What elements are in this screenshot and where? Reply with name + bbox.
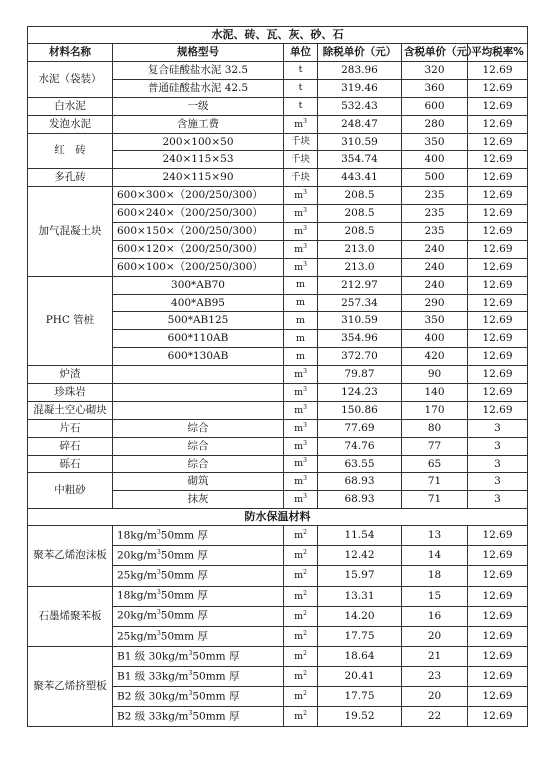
- price-in-tax-cell: 500: [402, 169, 468, 187]
- header-material-name: 材料名称: [28, 44, 113, 62]
- unit-cell: $m^2$: [284, 687, 318, 707]
- price-ex-tax-cell: 77.69: [318, 419, 402, 437]
- table-row: [28, 473, 528, 491]
- price-in-tax-cell: 235: [402, 223, 468, 241]
- unit-cell: $m^3$: [284, 419, 318, 437]
- tax-rate-cell: 12.69: [468, 546, 528, 566]
- section-title: 防水保温材料: [28, 509, 528, 526]
- price-ex-tax-cell: 212.97: [318, 276, 402, 294]
- spec-cell: $18kg/m^350mm$ 厚: [113, 586, 284, 606]
- price-ex-tax-cell: 18.64: [318, 646, 402, 666]
- price-ex-tax-cell: 208.5: [318, 223, 402, 241]
- tax-rate-cell: 12.69: [468, 79, 528, 97]
- spec-cell: B1 级 $30kg/m^350mm$ 厚: [113, 646, 284, 666]
- material-name-cell: 混凝土空心砌块: [28, 401, 113, 419]
- tax-rate-cell: 12.69: [468, 566, 528, 586]
- unit-cell: $m^2$: [284, 606, 318, 626]
- table-row: [28, 419, 528, 437]
- price-ex-tax-cell: 14.20: [318, 606, 402, 626]
- spec-cell: 600×120×（200/250/300）: [113, 240, 284, 258]
- tax-rate-cell: 12.69: [468, 294, 528, 312]
- spec-cell: 400*AB95: [113, 294, 284, 312]
- tax-rate-cell: 12.69: [468, 526, 528, 546]
- tax-rate-cell: 12.69: [468, 133, 528, 151]
- spec-cell: 砌筑: [113, 473, 284, 491]
- tax-rate-cell: 12.69: [468, 646, 528, 666]
- tax-rate-cell: 3: [468, 455, 528, 473]
- price-in-tax-cell: 240: [402, 276, 468, 294]
- unit-cell: $m^2$: [284, 526, 318, 546]
- price-ex-tax-cell: 11.54: [318, 526, 402, 546]
- spec-cell: 抹灰: [113, 491, 284, 509]
- unit-cell: t: [284, 79, 318, 97]
- unit-cell: m: [284, 276, 318, 294]
- spec-cell: 含施工费: [113, 115, 284, 133]
- unit-cell: $m^3$: [284, 473, 318, 491]
- material-name-cell: 炉渣: [28, 366, 113, 384]
- unit-cell: $m^2$: [284, 646, 318, 666]
- price-in-tax-cell: 20: [402, 626, 468, 646]
- section-title-row: [28, 27, 528, 44]
- price-in-tax-cell: 600: [402, 97, 468, 115]
- unit-cell: $m^3$: [284, 240, 318, 258]
- table-row: [28, 276, 528, 294]
- price-in-tax-cell: 360: [402, 79, 468, 97]
- header-unit: 单位: [284, 44, 318, 62]
- price-ex-tax-cell: 68.93: [318, 473, 402, 491]
- price-ex-tax-cell: 12.42: [318, 546, 402, 566]
- price-ex-tax-cell: 20.41: [318, 666, 402, 686]
- price-ex-tax-cell: 150.86: [318, 401, 402, 419]
- material-name-cell: 中粗砂: [28, 473, 113, 509]
- price-table: [27, 26, 528, 727]
- spec-cell: 普通硅酸盐水泥 42.5: [113, 79, 284, 97]
- price-ex-tax-cell: 17.75: [318, 687, 402, 707]
- tax-rate-cell: 12.69: [468, 401, 528, 419]
- spec-cell: 300*AB70: [113, 276, 284, 294]
- material-name-cell: 片石: [28, 419, 113, 437]
- price-in-tax-cell: 65: [402, 455, 468, 473]
- price-in-tax-cell: 280: [402, 115, 468, 133]
- tax-rate-cell: 12.69: [468, 115, 528, 133]
- price-ex-tax-cell: 63.55: [318, 455, 402, 473]
- tax-rate-cell: 12.69: [468, 97, 528, 115]
- price-ex-tax-cell: 17.75: [318, 626, 402, 646]
- spec-cell: 600×240×（200/250/300）: [113, 205, 284, 223]
- spec-cell: $25kg/m^350mm$ 厚: [113, 566, 284, 586]
- header-spec: 规格型号: [113, 44, 284, 62]
- material-name-cell: 砾石: [28, 455, 113, 473]
- price-ex-tax-cell: 310.59: [318, 312, 402, 330]
- spec-cell: B2 级 $33kg/m^350mm$ 厚: [113, 707, 284, 727]
- section-title: 水泥、砖、瓦、灰、砂、石: [28, 27, 528, 44]
- price-ex-tax-cell: 283.96: [318, 62, 402, 80]
- tax-rate-cell: 12.69: [468, 205, 528, 223]
- material-name-cell: 白水泥: [28, 97, 113, 115]
- price-ex-tax-cell: 208.5: [318, 187, 402, 205]
- price-ex-tax-cell: 19.52: [318, 707, 402, 727]
- material-name-cell: 碎石: [28, 437, 113, 455]
- header-price-ex-tax: 除税单价（元）: [318, 44, 402, 62]
- price-in-tax-cell: 80: [402, 419, 468, 437]
- spec-cell: $25kg/m^350mm$ 厚: [113, 626, 284, 646]
- price-in-tax-cell: 77: [402, 437, 468, 455]
- tax-rate-cell: 12.69: [468, 366, 528, 384]
- unit-cell: $m^2$: [284, 666, 318, 686]
- table-row: [28, 586, 528, 606]
- table-row: [28, 526, 528, 546]
- unit-cell: $m^3$: [284, 115, 318, 133]
- tax-rate-cell: 12.69: [468, 187, 528, 205]
- price-in-tax-cell: 13: [402, 526, 468, 546]
- header-row: [28, 44, 528, 62]
- price-ex-tax-cell: 213.0: [318, 240, 402, 258]
- tax-rate-cell: 12.69: [468, 586, 528, 606]
- price-in-tax-cell: 170: [402, 401, 468, 419]
- unit-cell: 千块: [284, 169, 318, 187]
- price-in-tax-cell: 350: [402, 133, 468, 151]
- unit-cell: $m^3$: [284, 437, 318, 455]
- price-ex-tax-cell: 310.59: [318, 133, 402, 151]
- material-name-cell: 水泥（袋装）: [28, 62, 113, 98]
- material-name-cell: 聚苯乙烯挤塑板: [28, 646, 113, 726]
- table-row: [28, 384, 528, 402]
- tax-rate-cell: 12.69: [468, 258, 528, 276]
- spec-cell: [113, 401, 284, 419]
- price-in-tax-cell: 400: [402, 151, 468, 169]
- spec-cell: 200×100×50: [113, 133, 284, 151]
- unit-cell: m: [284, 294, 318, 312]
- unit-cell: $m^2$: [284, 586, 318, 606]
- tax-rate-cell: 12.69: [468, 707, 528, 727]
- price-ex-tax-cell: 68.93: [318, 491, 402, 509]
- material-name-cell: 多孔砖: [28, 169, 113, 187]
- price-ex-tax-cell: 74.76: [318, 437, 402, 455]
- spec-cell: B1 级 $33kg/m^350mm$ 厚: [113, 666, 284, 686]
- price-ex-tax-cell: 13.31: [318, 586, 402, 606]
- price-ex-tax-cell: 213.0: [318, 258, 402, 276]
- material-name-cell: 石墨烯聚苯板: [28, 586, 113, 646]
- table-row: [28, 62, 528, 80]
- spec-cell: [113, 384, 284, 402]
- unit-cell: $m^3$: [284, 366, 318, 384]
- price-in-tax-cell: 235: [402, 187, 468, 205]
- tax-rate-cell: 12.69: [468, 666, 528, 686]
- spec-cell: 600×300×（200/250/300）: [113, 187, 284, 205]
- price-in-tax-cell: 90: [402, 366, 468, 384]
- table-row: [28, 187, 528, 205]
- tax-rate-cell: 12.69: [468, 240, 528, 258]
- table-row: [28, 366, 528, 384]
- table-row: [28, 97, 528, 115]
- price-in-tax-cell: 21: [402, 646, 468, 666]
- price-in-tax-cell: 16: [402, 606, 468, 626]
- price-ex-tax-cell: 124.23: [318, 384, 402, 402]
- tax-rate-cell: 12.69: [468, 312, 528, 330]
- material-name-cell: 聚苯乙烯泡沫板: [28, 526, 113, 586]
- price-table-container: [27, 26, 527, 727]
- material-name-cell: 发泡水泥: [28, 115, 113, 133]
- spec-cell: 综合: [113, 437, 284, 455]
- spec-cell: 复合硅酸盐水泥 32.5: [113, 62, 284, 80]
- spec-cell: 综合: [113, 455, 284, 473]
- unit-cell: $m^3$: [284, 401, 318, 419]
- table-row: [28, 401, 528, 419]
- tax-rate-cell: 12.69: [468, 276, 528, 294]
- spec-cell: $20kg/m^350mm$ 厚: [113, 546, 284, 566]
- unit-cell: $m^2$: [284, 626, 318, 646]
- price-in-tax-cell: 15: [402, 586, 468, 606]
- unit-cell: $m^2$: [284, 707, 318, 727]
- spec-cell: [113, 366, 284, 384]
- tax-rate-cell: 12.69: [468, 151, 528, 169]
- unit-cell: $m^2$: [284, 566, 318, 586]
- spec-cell: 240×115×53: [113, 151, 284, 169]
- tax-rate-cell: 3: [468, 491, 528, 509]
- tax-rate-cell: 12.69: [468, 62, 528, 80]
- price-in-tax-cell: 235: [402, 205, 468, 223]
- unit-cell: $m^3$: [284, 187, 318, 205]
- price-in-tax-cell: 240: [402, 258, 468, 276]
- unit-cell: m: [284, 312, 318, 330]
- price-ex-tax-cell: 372.70: [318, 348, 402, 366]
- price-in-tax-cell: 240: [402, 240, 468, 258]
- unit-cell: t: [284, 62, 318, 80]
- spec-cell: 600×150×（200/250/300）: [113, 223, 284, 241]
- tax-rate-cell: 12.69: [468, 330, 528, 348]
- price-ex-tax-cell: 532.43: [318, 97, 402, 115]
- price-ex-tax-cell: 354.96: [318, 330, 402, 348]
- unit-cell: $m^3$: [284, 223, 318, 241]
- header-tax-rate: 平均税率%: [468, 44, 528, 62]
- price-in-tax-cell: 290: [402, 294, 468, 312]
- price-in-tax-cell: 22: [402, 707, 468, 727]
- spec-cell: 500*AB125: [113, 312, 284, 330]
- header-price-in-tax: 含税单价（元）: [402, 44, 468, 62]
- spec-cell: 600×100×（200/250/300）: [113, 258, 284, 276]
- table-row: [28, 133, 528, 151]
- price-ex-tax-cell: 208.5: [318, 205, 402, 223]
- material-name-cell: 珍珠岩: [28, 384, 113, 402]
- tax-rate-cell: 12.69: [468, 348, 528, 366]
- table-row: [28, 115, 528, 133]
- material-name-cell: 红 砖: [28, 133, 113, 169]
- section-title-row: [28, 509, 528, 526]
- price-in-tax-cell: 71: [402, 491, 468, 509]
- price-in-tax-cell: 20: [402, 687, 468, 707]
- price-ex-tax-cell: 443.41: [318, 169, 402, 187]
- table-row: [28, 455, 528, 473]
- price-in-tax-cell: 71: [402, 473, 468, 491]
- spec-cell: B2 级 $30kg/m^350mm$ 厚: [113, 687, 284, 707]
- price-in-tax-cell: 23: [402, 666, 468, 686]
- price-in-tax-cell: 320: [402, 62, 468, 80]
- unit-cell: $m^2$: [284, 546, 318, 566]
- unit-cell: m: [284, 330, 318, 348]
- price-ex-tax-cell: 257.34: [318, 294, 402, 312]
- price-in-tax-cell: 420: [402, 348, 468, 366]
- material-name-cell: PHC 管桩: [28, 276, 113, 365]
- price-ex-tax-cell: 319.46: [318, 79, 402, 97]
- unit-cell: $m^3$: [284, 455, 318, 473]
- spec-cell: $20kg/m^350mm$ 厚: [113, 606, 284, 626]
- price-in-tax-cell: 400: [402, 330, 468, 348]
- unit-cell: $m^3$: [284, 491, 318, 509]
- price-in-tax-cell: 14: [402, 546, 468, 566]
- unit-cell: $m^3$: [284, 384, 318, 402]
- spec-cell: 综合: [113, 419, 284, 437]
- unit-cell: $m^3$: [284, 205, 318, 223]
- table-row: [28, 169, 528, 187]
- unit-cell: $m^3$: [284, 258, 318, 276]
- price-ex-tax-cell: 354.74: [318, 151, 402, 169]
- section2-body: [28, 509, 528, 727]
- tax-rate-cell: 3: [468, 473, 528, 491]
- table-row: [28, 437, 528, 455]
- table-row: [28, 646, 528, 666]
- price-ex-tax-cell: 15.97: [318, 566, 402, 586]
- tax-rate-cell: 12.69: [468, 687, 528, 707]
- price-ex-tax-cell: 248.47: [318, 115, 402, 133]
- price-in-tax-cell: 18: [402, 566, 468, 586]
- spec-cell: $18kg/m^350mm$ 厚: [113, 526, 284, 546]
- price-ex-tax-cell: 79.87: [318, 366, 402, 384]
- section1-body: [28, 62, 528, 509]
- tax-rate-cell: 12.69: [468, 606, 528, 626]
- spec-cell: 600*130AB: [113, 348, 284, 366]
- unit-cell: 千块: [284, 133, 318, 151]
- spec-cell: 600*110AB: [113, 330, 284, 348]
- tax-rate-cell: 3: [468, 437, 528, 455]
- tax-rate-cell: 3: [468, 419, 528, 437]
- unit-cell: m: [284, 348, 318, 366]
- unit-cell: t: [284, 97, 318, 115]
- spec-cell: 240×115×90: [113, 169, 284, 187]
- tax-rate-cell: 12.69: [468, 223, 528, 241]
- spec-cell: 一级: [113, 97, 284, 115]
- material-name-cell: 加气混凝土块: [28, 187, 113, 276]
- tax-rate-cell: 12.69: [468, 169, 528, 187]
- price-in-tax-cell: 350: [402, 312, 468, 330]
- tax-rate-cell: 12.69: [468, 384, 528, 402]
- unit-cell: 千块: [284, 151, 318, 169]
- tax-rate-cell: 12.69: [468, 626, 528, 646]
- price-in-tax-cell: 140: [402, 384, 468, 402]
